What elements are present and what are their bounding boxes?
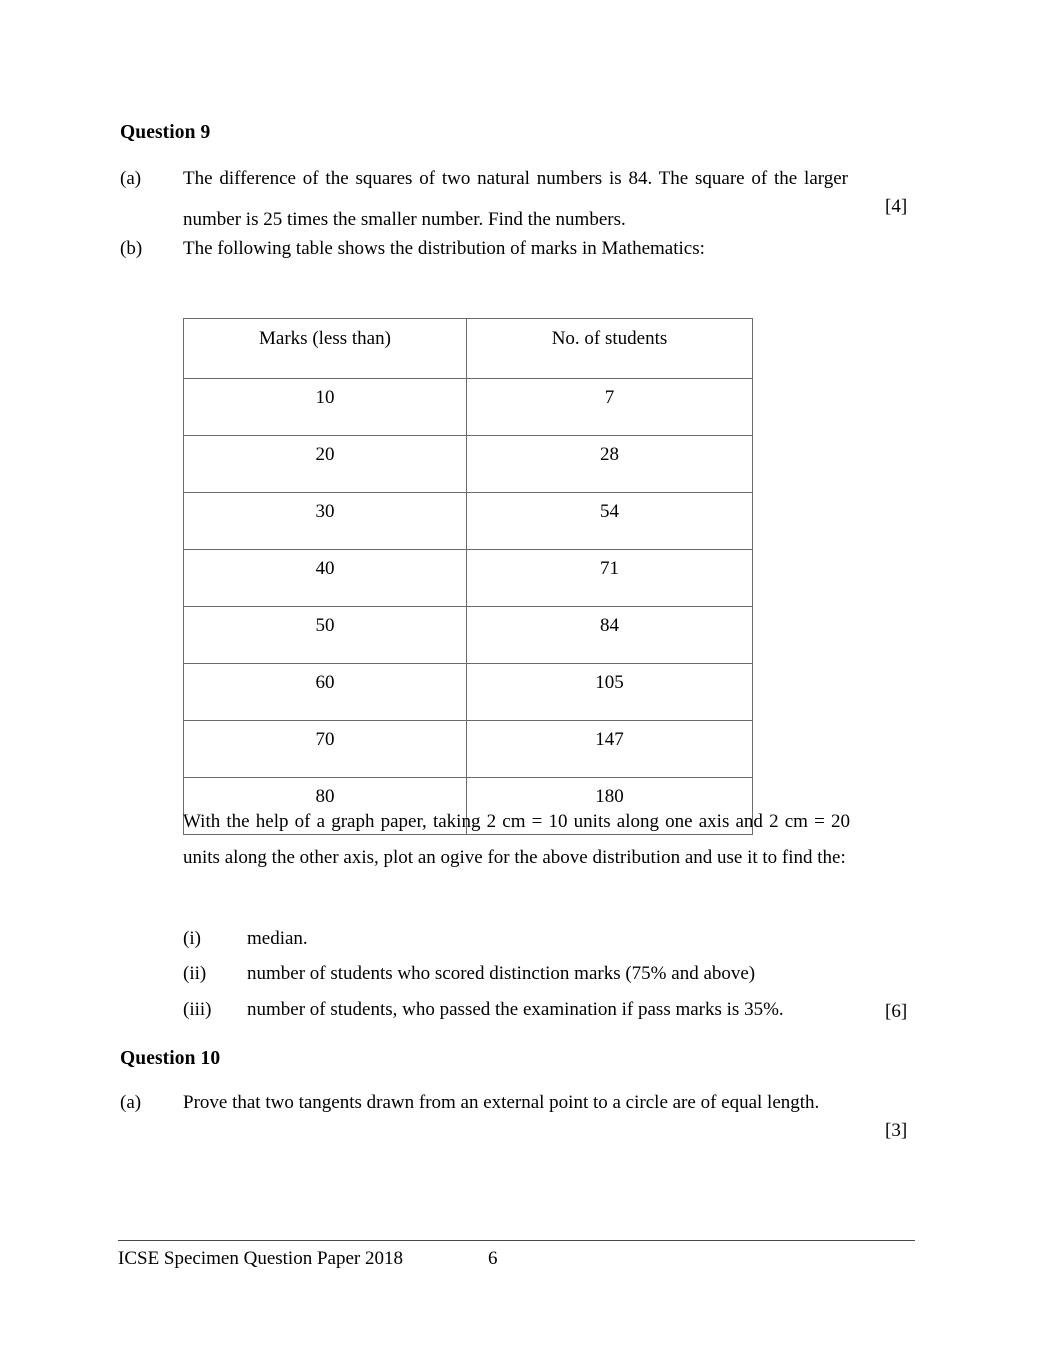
sub-item-iii-label: (iii): [183, 999, 212, 1020]
table-row: [184, 493, 753, 550]
part-a-label: (a): [120, 168, 142, 189]
part-a-text: The difference of the squares of two natural numbers is 84. The square of the larger number is 25 times the smaller number. Find the numbers.: [183, 168, 848, 230]
question-9-heading: Question 9: [120, 122, 211, 143]
q10-part-a-label: (a): [120, 1092, 142, 1113]
cell-students: 71: [467, 550, 753, 607]
q10-part-a-marks: [3]: [885, 1120, 908, 1141]
table-row: [184, 607, 753, 664]
sub-item-iii-marks: [6]: [885, 1001, 908, 1022]
cell-students: 147: [467, 721, 753, 778]
cell-marks: 10: [184, 379, 467, 436]
header-no-of-students: No. of students: [467, 319, 753, 379]
cell-marks: 60: [184, 664, 467, 721]
part-a-marks: [4]: [885, 196, 908, 217]
footer-divider: [118, 1240, 915, 1241]
footer-paper-title: ICSE Specimen Question Paper 2018: [118, 1248, 403, 1269]
cell-students: 54: [467, 493, 753, 550]
cell-marks: 80: [184, 778, 467, 835]
marks-distribution-table: [183, 318, 753, 835]
graph-instruction-text: With the help of a graph paper, taking 2 cm = 10 units along one axis and 2 cm = 20 units along the other axis, plot an ogive for the above distribution and use it to find the:: [183, 811, 850, 868]
table-row: [184, 550, 753, 607]
cell-students: 7: [467, 379, 753, 436]
q10-part-a-text: Prove that two tangents drawn from an external point to a circle are of equal length.: [183, 1092, 820, 1113]
table-header-row: [184, 319, 753, 379]
header-marks-less-than: Marks (less than): [184, 319, 467, 379]
cell-students: 28: [467, 436, 753, 493]
part-b-label: (b): [120, 238, 143, 259]
table-row: [184, 664, 753, 721]
cell-marks: 30: [184, 493, 467, 550]
footer-page-number: 6: [488, 1248, 498, 1269]
cell-students: 84: [467, 607, 753, 664]
cell-marks: 40: [184, 550, 467, 607]
cell-students: 180: [467, 778, 753, 835]
table-row: [184, 379, 753, 436]
cell-marks: 70: [184, 721, 467, 778]
table-row: [184, 721, 753, 778]
sub-item-ii-label: (ii): [183, 963, 207, 984]
sub-item-iii-text: number of students, who passed the examination if pass marks is 35%.: [247, 999, 784, 1020]
cell-students: 105: [467, 664, 753, 721]
sub-item-i-label: (i): [183, 928, 201, 949]
part-b-text: The following table shows the distribution of marks in Mathematics:: [183, 238, 705, 259]
sub-item-ii-text: number of students who scored distinction marks (75% and above): [247, 963, 756, 984]
table-row: [184, 436, 753, 493]
cell-marks: 50: [184, 607, 467, 664]
cell-marks: 20: [184, 436, 467, 493]
question-10-heading: Question 10: [120, 1048, 221, 1069]
sub-item-i-text: median.: [247, 928, 308, 949]
